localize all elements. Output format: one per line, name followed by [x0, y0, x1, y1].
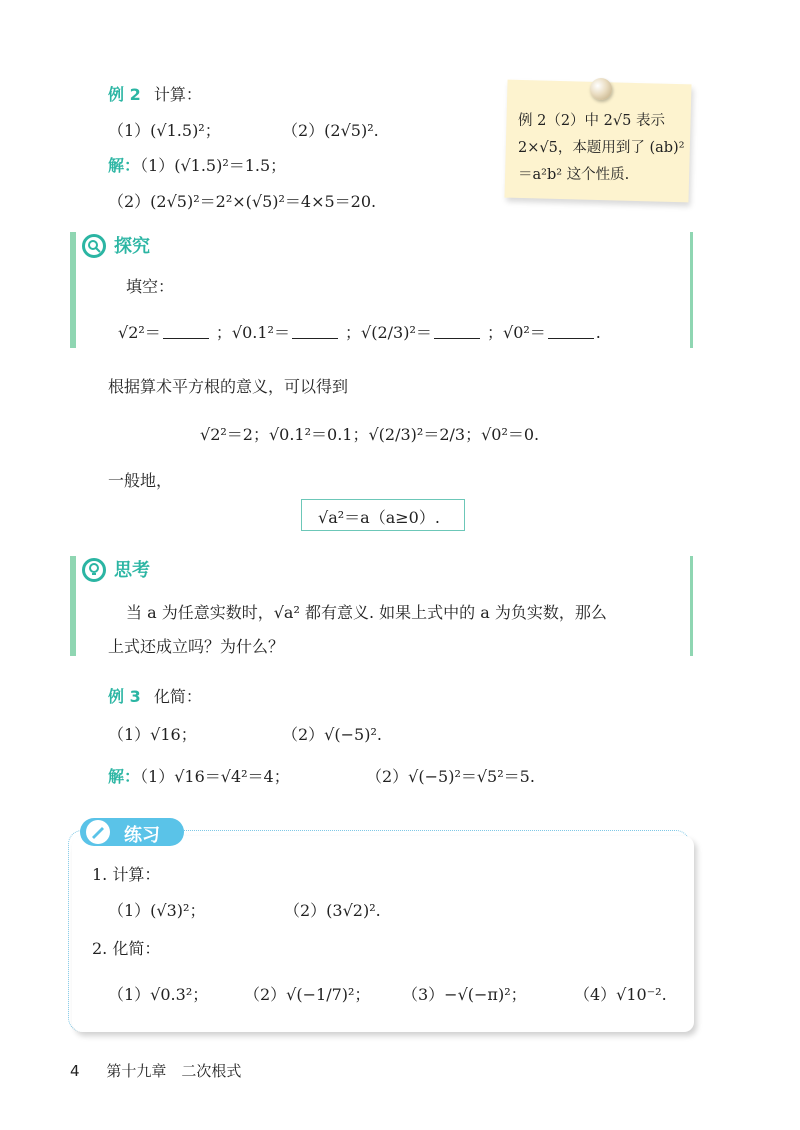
example3-header	[108, 684, 202, 707]
example2-solution-1: 解：（1）(√1.5)²＝1.5；	[108, 156, 287, 175]
example2-q1: （1）(√1.5)²；	[108, 121, 221, 140]
explore-right-bar	[690, 232, 693, 348]
example3-solution-1: 解：（1）√16＝√4²＝4；	[108, 767, 290, 786]
example3-q2: （2）√(−5)².	[282, 725, 382, 744]
answer-blank-2[interactable]	[292, 324, 338, 339]
solution-label: 解：	[108, 767, 141, 786]
side-note-text: 例 2（2）中 2√5 表示 2×√5，本题用到了 (ab)²＝a²b² 这个性质.	[518, 113, 685, 183]
explore-item-3: ；√(2/3)²＝	[345, 323, 432, 342]
practice-2-a: （1）√0.3²；	[108, 985, 209, 1004]
pencil-icon	[86, 820, 110, 844]
explore-prompt: 填空：	[126, 277, 175, 296]
page-footer	[70, 1060, 241, 1081]
think-right-bar	[690, 556, 693, 656]
explore-fill-blanks: √2²＝ ；√0.1²＝ ；√(2/3)²＝ ；√0²＝ .	[118, 323, 601, 342]
example2-q2: （2）(2√5)².	[282, 121, 379, 140]
think-left-bar	[70, 556, 76, 656]
practice-1-title: 1. 计算：	[92, 865, 161, 884]
explore-heading: 探究	[114, 236, 150, 257]
practice-1-b: （2）(3√2)².	[284, 901, 381, 920]
explore-item-2: ；√0.1²＝	[215, 323, 290, 342]
chapter-title: 第十九章 二次根式	[106, 1062, 242, 1080]
practice-2-c: （3）−√(−π)²；	[402, 985, 527, 1004]
practice-2-b: （2）√(−1/7)²；	[244, 985, 371, 1004]
practice-2-d: （4）√10⁻².	[574, 985, 667, 1004]
example2-solution-2: （2）(2√5)²＝2²×(√5)²＝4×5＝20.	[108, 192, 377, 211]
example3-title: 化简：	[153, 687, 202, 706]
page-number: 4	[70, 1062, 80, 1080]
practice-2-title: 2. 化简：	[92, 939, 161, 958]
example3-solution-2: （2）√(−5)²＝√5²＝5.	[366, 767, 535, 786]
think-line-1: 当 a 为任意实数时，√a² 都有意义. 如果上式中的 a 为负实数，那么	[126, 603, 607, 622]
results-formula: √2²＝2；√0.1²＝0.1；√(2/3)²＝2/3；√0²＝0.	[200, 425, 540, 444]
lightbulb-icon	[82, 558, 106, 582]
solution-label: 解：	[108, 156, 141, 175]
explore-left-bar	[70, 232, 76, 348]
example3-label: 例 3	[108, 687, 141, 706]
key-formula: √a²＝a（a≥0）.	[318, 508, 440, 527]
intro-text: 根据算术平方根的意义，可以得到	[108, 377, 349, 396]
general-text: 一般地，	[108, 471, 173, 490]
example2-label: 例 2 计算：	[108, 85, 202, 104]
explore-item-1: √2²＝	[118, 323, 161, 342]
think-line-2: 上式还成立吗？为什么？	[108, 637, 285, 656]
pushpin-icon	[590, 78, 612, 100]
think-heading: 思考	[114, 560, 150, 581]
explore-item-4: ；√0²＝	[487, 323, 546, 342]
practice-1-a: （1）(√3)²；	[108, 901, 206, 920]
answer-blank-4[interactable]	[548, 324, 594, 339]
example3-q1: （1）√16；	[108, 725, 197, 744]
answer-blank-1[interactable]	[163, 324, 209, 339]
explore-icon	[82, 234, 106, 258]
answer-blank-3[interactable]	[434, 324, 480, 339]
practice-heading: 练习	[124, 825, 160, 846]
example2-title: 计算：	[153, 85, 202, 104]
